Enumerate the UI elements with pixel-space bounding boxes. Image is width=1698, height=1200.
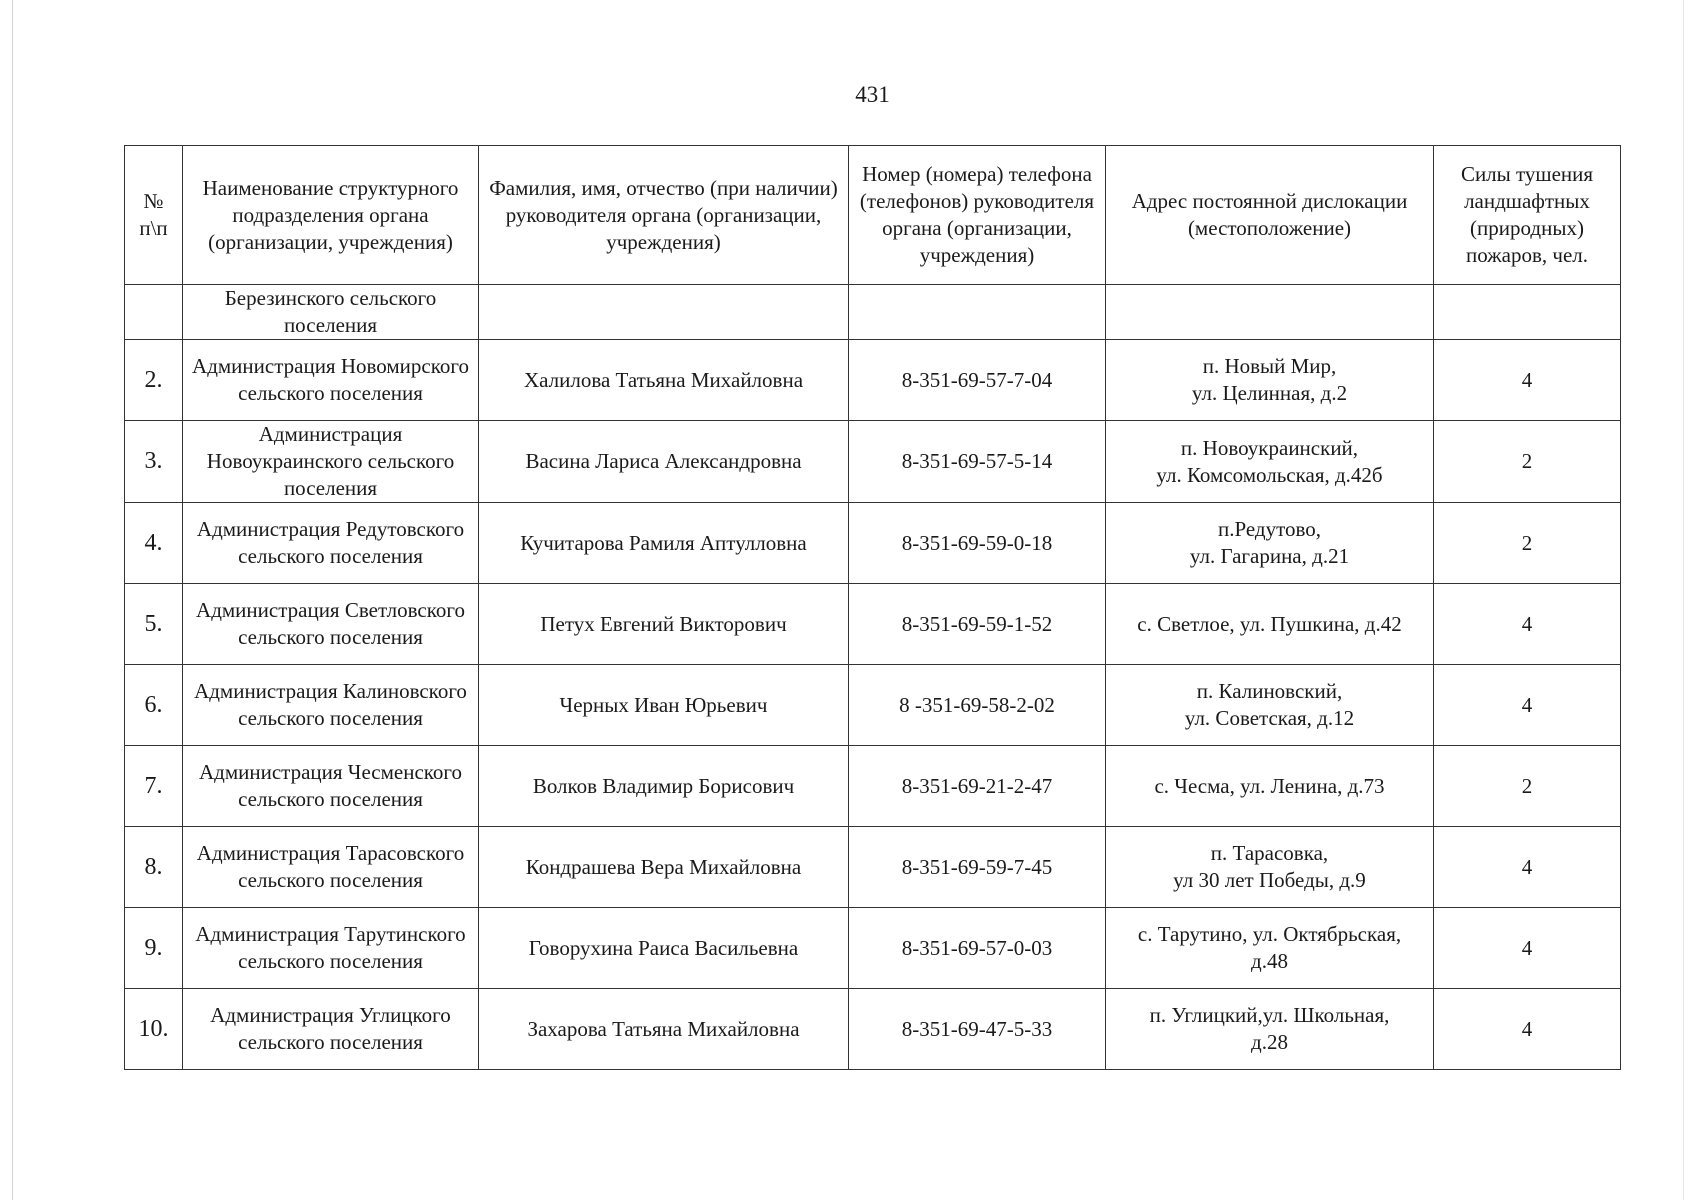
header-num: № п\п bbox=[125, 146, 183, 285]
table-row-continuation bbox=[125, 285, 1621, 340]
cell-forces: 2 bbox=[1434, 746, 1621, 827]
cell-address bbox=[1106, 665, 1434, 746]
table-row bbox=[125, 503, 1621, 584]
cell-head: Захарова Татьяна Михайловна bbox=[479, 989, 849, 1070]
header-head: Фамилия, имя, отчество (при наличии) руководителя органа (организации, учреждения) bbox=[479, 146, 849, 285]
cell-num: 9. bbox=[125, 908, 183, 989]
cell-address bbox=[1106, 340, 1434, 421]
address-line-1: п. Новоукраинский, bbox=[1180, 435, 1359, 460]
cell-head: Халилова Татьяна Михайловна bbox=[479, 340, 849, 421]
cell-head: Черных Иван Юрьевич bbox=[479, 665, 849, 746]
table-row bbox=[125, 989, 1621, 1070]
scan-edge-right bbox=[1683, 0, 1684, 1200]
cell-address bbox=[1106, 989, 1434, 1070]
table-row bbox=[125, 340, 1621, 421]
cell-phone bbox=[849, 285, 1106, 340]
cell-num: 4. bbox=[125, 503, 183, 584]
cell-unit: Администрация Углицкого сельского поселения bbox=[183, 989, 479, 1070]
address-line-2: д.28 bbox=[1251, 1030, 1288, 1054]
cell-phone: 8-351-69-59-0-18 bbox=[849, 503, 1106, 584]
address-line-1: с. Светлое, ул. Пушкина, д.42 bbox=[1137, 611, 1402, 636]
address-line-1: с. Чесма, ул. Ленина, д.73 bbox=[1154, 773, 1385, 798]
header-unit: Наименование структурного подразделения органа (организации, учреждения) bbox=[183, 146, 479, 285]
cell-unit: Администрация Тарутинского сельского поселения bbox=[183, 908, 479, 989]
cell-num: 5. bbox=[125, 584, 183, 665]
address-line-2: ул 30 лет Победы, д.9 bbox=[1173, 868, 1366, 892]
cell-address bbox=[1106, 746, 1434, 827]
cell-address bbox=[1106, 908, 1434, 989]
dislocation-table bbox=[124, 145, 1621, 1070]
address-line-2: ул. Советская, д.12 bbox=[1184, 706, 1355, 730]
cell-unit: Администрация Калиновского сельского поселения bbox=[183, 665, 479, 746]
cell-phone: 8-351-69-57-0-03 bbox=[849, 908, 1106, 989]
address-line-1: п. Углицкий,ул. Школьная, bbox=[1149, 1003, 1390, 1027]
cell-phone: 8-351-69-47-5-33 bbox=[849, 989, 1106, 1070]
cell-address bbox=[1106, 584, 1434, 665]
address-line-1: с. Тарутино, ул. Октябрьская, bbox=[1137, 922, 1402, 946]
cell-phone: 8-351-69-59-1-52 bbox=[849, 584, 1106, 665]
cell-forces: 2 bbox=[1434, 503, 1621, 584]
cell-head: Петух Евгений Викторович bbox=[479, 584, 849, 665]
cell-forces bbox=[1434, 285, 1621, 340]
address-line-2: ул. Гагарина, д.21 bbox=[1189, 544, 1350, 568]
cell-forces: 4 bbox=[1434, 989, 1621, 1070]
cell-head: Волков Владимир Борисович bbox=[479, 746, 849, 827]
cell-num bbox=[125, 285, 183, 340]
cell-address bbox=[1106, 827, 1434, 908]
header-phone: Номер (номера) телефона (телефонов) руководителя органа (организации, учреждения) bbox=[849, 146, 1106, 285]
cell-unit: Березинского сельского поселения bbox=[183, 285, 479, 340]
cell-address bbox=[1106, 421, 1434, 503]
table-row bbox=[125, 746, 1621, 827]
address-line-1: п. Тарасовка, bbox=[1210, 841, 1329, 865]
cell-unit: Администрация Новомирского сельского поселения bbox=[183, 340, 479, 421]
address-line-1: п.Редутово, bbox=[1217, 517, 1322, 541]
cell-head: Васина Лариса Александровна bbox=[479, 421, 849, 503]
cell-num: 7. bbox=[125, 746, 183, 827]
table-row bbox=[125, 421, 1621, 503]
cell-num: 6. bbox=[125, 665, 183, 746]
cell-head: Говорухина Раиса Васильевна bbox=[479, 908, 849, 989]
cell-num: 10. bbox=[125, 989, 183, 1070]
address-line-2: д.48 bbox=[1251, 949, 1288, 973]
table-row bbox=[125, 584, 1621, 665]
address-line-1: п. Новый Мир, bbox=[1202, 354, 1337, 378]
cell-forces: 4 bbox=[1434, 908, 1621, 989]
cell-phone: 8-351-69-21-2-47 bbox=[849, 746, 1106, 827]
cell-num: 3. bbox=[125, 421, 183, 503]
scan-edge-left bbox=[12, 0, 13, 1200]
table-header-row bbox=[125, 146, 1621, 285]
cell-head: Кондрашева Вера Михайловна bbox=[479, 827, 849, 908]
address-line-2: ул. Целинная, д.2 bbox=[1191, 381, 1348, 405]
page-number: 431 bbox=[855, 82, 890, 107]
table-row bbox=[125, 665, 1621, 746]
cell-head bbox=[479, 285, 849, 340]
table-row bbox=[125, 827, 1621, 908]
cell-unit: Администрация Тарасовского сельского поселения bbox=[183, 827, 479, 908]
address-line-1: п. Калиновский, bbox=[1196, 679, 1343, 703]
header-forces: Силы тушения ландшафтных (природных) пожаров, чел. bbox=[1434, 146, 1621, 285]
cell-unit: Администрация Светловского сельского поселения bbox=[183, 584, 479, 665]
cell-phone: 8-351-69-59-7-45 bbox=[849, 827, 1106, 908]
cell-forces: 4 bbox=[1434, 584, 1621, 665]
cell-unit: Администрация Новоукраинского сельского поселения bbox=[183, 421, 479, 503]
cell-forces: 2 bbox=[1434, 421, 1621, 503]
cell-address bbox=[1106, 503, 1434, 584]
cell-forces: 4 bbox=[1434, 340, 1621, 421]
cell-forces: 4 bbox=[1434, 665, 1621, 746]
cell-forces: 4 bbox=[1434, 827, 1621, 908]
table-row bbox=[125, 908, 1621, 989]
cell-phone: 8-351-69-57-7-04 bbox=[849, 340, 1106, 421]
cell-head: Кучитарова Рамиля Аптулловна bbox=[479, 503, 849, 584]
cell-unit: Администрация Чесменского сельского поселения bbox=[183, 746, 479, 827]
cell-phone: 8 -351-69-58-2-02 bbox=[849, 665, 1106, 746]
header-address: Адрес постоянной дислокации (местоположение) bbox=[1106, 146, 1434, 285]
cell-phone: 8-351-69-57-5-14 bbox=[849, 421, 1106, 503]
cell-address bbox=[1106, 285, 1434, 340]
address-line-2: ул. Комсомольская, д.42б bbox=[1156, 462, 1383, 487]
cell-num: 2. bbox=[125, 340, 183, 421]
cell-num: 8. bbox=[125, 827, 183, 908]
cell-unit: Администрация Редутовского сельского поселения bbox=[183, 503, 479, 584]
